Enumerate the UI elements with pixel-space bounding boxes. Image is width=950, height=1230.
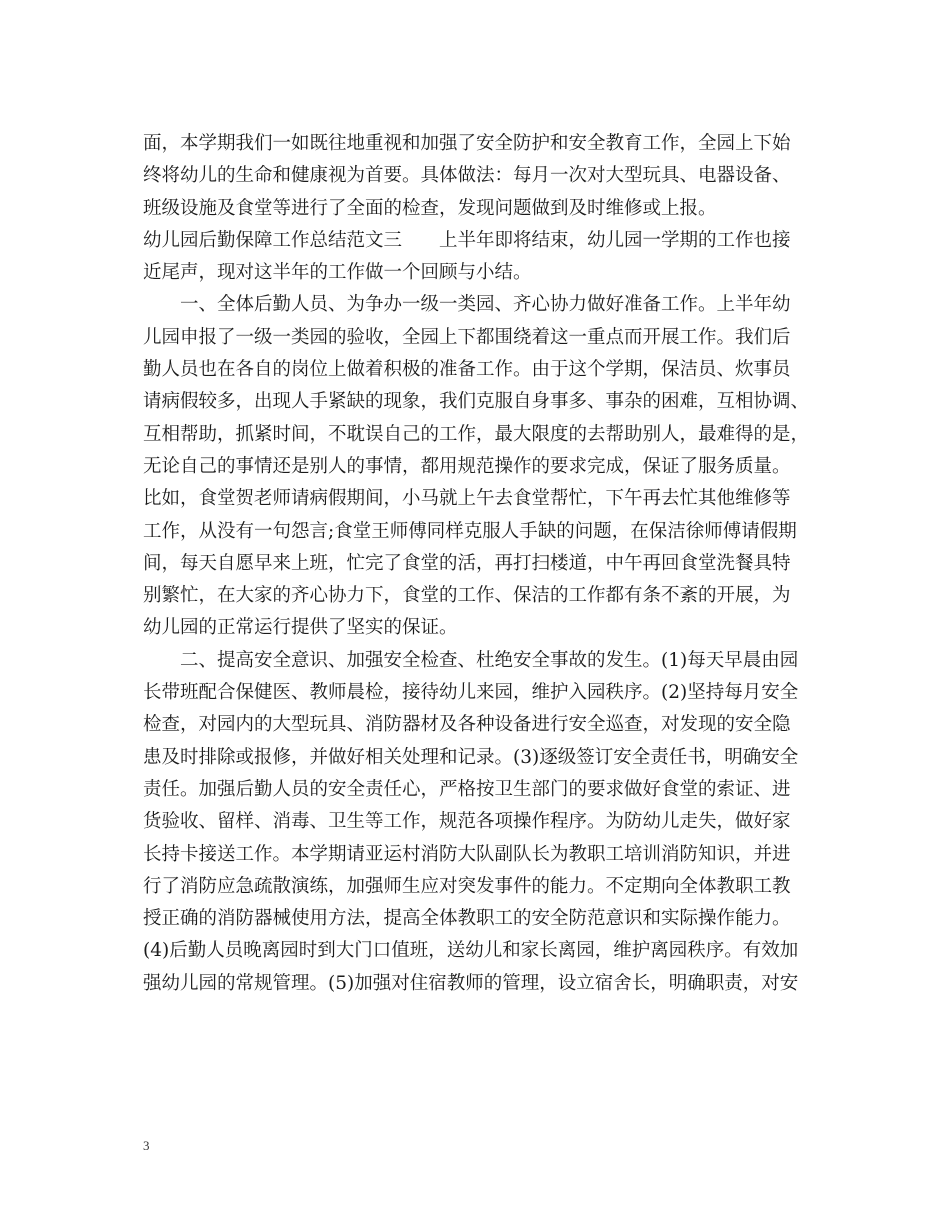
text-line: 患及时排除或报修，并做好相关处理和记录。(3)逐级签订安全责任书，明确安全 — [143, 746, 799, 768]
text-line: 无论自己的事情还是别人的事情，都用规范操作的要求完成，保证了服务质量。 — [143, 455, 791, 477]
text-line: 责任。加强后勤人员的安全责任心，严格按卫生部门的要求做好食堂的索证、进 — [143, 778, 791, 800]
text-line: 间，每天自愿早来上班，忙完了食堂的活，再打扫楼道，中午再回食堂洗餐具特 — [143, 552, 791, 574]
text-line: 长带班配合保健医、教师晨检，接待幼儿来园，维护入园秩序。(2)坚持每月安全 — [143, 682, 799, 704]
text-line: 面，本学期我们一如既往地重视和加强了安全防护和安全教育工作，全园上下始 — [143, 133, 791, 154]
text-line: 班级设施及食堂等进行了全面的检查，发现问题做到及时维修或上报。 — [143, 197, 717, 219]
text-line: 强幼儿园的常规管理。(5)加强对住宿教师的管理，设立宿舍长，明确职责，对安 — [143, 972, 799, 994]
page-number: 3 — [143, 1138, 150, 1153]
text-line: 幼儿园的正常运行提供了坚实的保证。 — [143, 617, 458, 639]
text-line: 互相帮助，抓紧时间，不耽误自己的工作，最大限度的去帮助别人，最难得的是， — [143, 423, 810, 445]
body-text — [143, 128, 808, 1000]
text-line: 货验收、留样、消毒、卫生等工作，规范各项操作程序。为防幼儿走失，做好家 — [143, 811, 791, 833]
text-line: 终将幼儿的生命和健康视为首要。具体做法：每月一次对大型玩具、电器设备、 — [143, 165, 791, 187]
text-line: 比如，食堂贺老师请病假期间，小马就上午去食堂帮忙，下午再去忙其他维修等 — [143, 488, 791, 510]
text-line: 长持卡接送工作。本学期请亚运村消防大队副队长为教职工培训消防知识，并进 — [143, 843, 791, 865]
text-line: 勤人员也在各自的岗位上做着积极的准备工作。由于这个学期，保洁员、炊事员 — [143, 359, 791, 381]
section-heading-line: 幼儿园后勤保障工作总结范文三 上半年即将结束，幼儿园一学期的工作也接 — [143, 229, 791, 251]
text-line: 请病假较多，出现人手紧缺的现象，我们克服自身事多、事杂的困难，互相协调、 — [143, 391, 810, 413]
text-line: 检查，对园内的大型玩具、消防器材及各种设备进行安全巡查，对发现的安全隐 — [143, 714, 791, 736]
text-line: 授正确的消防器械使用方法，提高全体教职工的安全防范意识和实际操作能力。 — [143, 908, 791, 930]
text-line: 近尾声，现对这半年的工作做一个回顾与小结。 — [143, 262, 532, 284]
text-line: 工作，从没有一句怨言;食堂王师傅同样克服人手缺的问题，在保洁徐师傅请假期 — [143, 520, 797, 542]
text-line: 一、全体后勤人员、为争办一级一类园、齐心协力做好准备工作。上半年幼 — [143, 294, 791, 316]
text-line: 行了消防应急疏散演练，加强师生应对突发事件的能力。不定期向全体教职工教 — [143, 875, 791, 897]
text-line: (4)后勤人员晚离园时到大门口值班，送幼儿和家长离园，维护离园秩序。有效加 — [143, 940, 799, 962]
text-line: 二、提高安全意识、加强安全检查、杜绝安全事故的发生。(1)每天早晨由园 — [143, 649, 799, 671]
text-line: 别繁忙，在大家的齐心协力下，食堂的工作、保洁的工作都有条不紊的开展，为 — [143, 585, 791, 607]
text-line: 儿园申报了一级一类园的验收，全园上下都围绕着这一重点而开展工作。我们后 — [143, 326, 791, 348]
